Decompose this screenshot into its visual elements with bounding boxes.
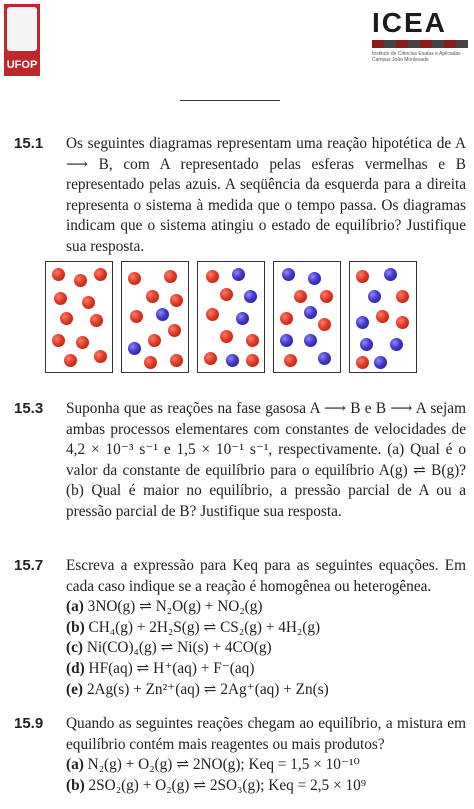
icea-pattern-icon — [372, 40, 468, 48]
sphere-a — [356, 356, 369, 369]
sphere-a — [148, 334, 161, 347]
question-text: Escreva a expressão para Keq para as seguintes equações. Em cada caso indique se a reação é homogênea ou heterogênea. — [66, 557, 466, 595]
sphere-b — [318, 352, 331, 365]
sphere-a — [60, 312, 73, 325]
sphere-a — [164, 270, 177, 283]
sphere-a — [130, 310, 143, 323]
sphere-a — [146, 290, 159, 303]
ufop-label: UFOP — [6, 59, 38, 71]
sphere-b — [356, 316, 369, 329]
diagram-box-3 — [197, 261, 265, 373]
question-15-7 — [14, 556, 466, 700]
equation-item: (a) 3NO(g) ⇌ N₂O(g) + NO₂(g) — [66, 598, 263, 616]
sphere-a — [280, 312, 293, 325]
equation-item: (e) 2Ag(s) + Zn²⁺(aq) ⇌ 2Ag⁺(aq) + Zn(s) — [66, 680, 329, 698]
ufop-seal-icon — [7, 7, 37, 51]
equation-item: (a) N₂(g) + O₂(g) ⇌ 2NO(g); Keq = 1,5 × 10⁻¹⁰ — [66, 756, 360, 774]
sphere-a — [170, 294, 183, 307]
sphere-b — [244, 290, 257, 303]
diagram-box-5 — [349, 261, 417, 373]
sphere-a — [94, 268, 107, 281]
sphere-b — [282, 268, 295, 281]
equation-item: (b) CH₄(g) + 2H₂S(g) ⇌ CS₂(g) + 4H₂(g) — [66, 618, 321, 636]
question-15-9 — [14, 714, 466, 796]
sphere-a — [294, 290, 307, 303]
sphere-b — [226, 354, 239, 367]
question-number: 15.1 — [14, 135, 44, 152]
sphere-b — [374, 356, 387, 369]
sphere-a — [90, 314, 103, 327]
diagram-box-2 — [121, 261, 189, 373]
question-15-1 — [14, 134, 466, 258]
equation-item: (b) 2SO₂(g) + O₂(g) ⇌ 2SO₃(g); Keq = 2,5 × 10⁹ — [66, 776, 367, 794]
question-number: 15.9 — [14, 715, 44, 732]
question-text: Os seguintes diagramas representam uma reação hipotética de A ⟶ B, com A representado pelas esferas vermelhas e B representado pelas azuis. A seqüência da esquerda para a direita representa o sistema à medida que o tempo passa. Os diagramas indicam que o sistema atingiu o estado de equilíbrio? Justifique sua resposta. — [66, 135, 466, 255]
sphere-a — [170, 354, 183, 367]
question-text: Quando as seguintes reações chegam ao equilíbrio, a mistura em equilíbrio contém mais reagentes ou mais produtos? — [66, 715, 466, 753]
sphere-a — [396, 290, 409, 303]
diagram-box-4 — [273, 261, 341, 373]
sphere-a — [206, 270, 219, 283]
sphere-a — [246, 334, 259, 347]
sphere-a — [204, 352, 217, 365]
sphere-b — [360, 338, 373, 351]
sphere-a — [396, 316, 409, 329]
sphere-a — [128, 272, 141, 285]
divider — [180, 100, 280, 101]
sphere-a — [52, 268, 65, 281]
sphere-a — [82, 296, 95, 309]
sphere-b — [390, 338, 403, 351]
icea-label: ICEA — [372, 7, 447, 38]
sphere-a — [318, 318, 331, 331]
sphere-a — [76, 336, 89, 349]
sphere-a — [220, 288, 233, 301]
sphere-b — [308, 272, 321, 285]
equation-item: (d) HF(aq) ⇌ H⁺(aq) + F⁻(aq) — [66, 659, 255, 677]
diagram-box-1 — [45, 261, 113, 373]
sphere-a — [320, 290, 333, 303]
sphere-a — [74, 274, 87, 287]
sphere-a — [144, 356, 157, 369]
question-number: 15.3 — [14, 400, 44, 417]
sphere-b — [156, 308, 169, 321]
sphere-b — [232, 268, 245, 281]
sphere-a — [52, 334, 65, 347]
sphere-b — [304, 334, 317, 347]
sphere-b — [236, 312, 249, 325]
sphere-b — [280, 334, 293, 347]
sphere-a — [284, 354, 297, 367]
sphere-b — [128, 342, 141, 355]
question-number: 15.7 — [14, 557, 44, 574]
sphere-a — [64, 354, 77, 367]
question-text: Suponha que as reações na fase gasosa A ⟶ B e B ⟶ A sejam ambas processos elementares com constantes de velocidades de 4,2 × 10⁻³ s⁻¹ e 1,5 × 10⁻¹ s⁻¹, respectivamente. (a) Qual é o valor da constante de equilíbrio para o equilíbrio A(g) ⇌ B(g)? (b) Qual é maior no equilíbrio, a pressão parcial de A ou a pressão parcial de B? Justifique sua resposta. — [66, 400, 466, 520]
sphere-b — [304, 306, 317, 319]
equation-item: (c) Ni(CO)₄(g) ⇌ Ni(s) + 4CO(g) — [66, 639, 272, 657]
sphere-a — [168, 324, 181, 337]
sphere-b — [368, 290, 381, 303]
icea-subtitle: Instituto de Ciências Exatas e Aplicadas · Campus João Monlevade — [372, 51, 464, 63]
sphere-a — [376, 310, 389, 323]
sphere-a — [94, 350, 107, 363]
icea-logo — [372, 8, 468, 68]
sphere-a — [356, 270, 369, 283]
sphere-a — [54, 292, 67, 305]
ufop-logo — [4, 4, 40, 76]
sphere-a — [246, 354, 259, 367]
sphere-a — [206, 308, 219, 321]
question-15-3 — [14, 399, 466, 523]
sphere-a — [220, 330, 233, 343]
equilibrium-diagrams — [45, 261, 417, 373]
sphere-b — [384, 268, 397, 281]
